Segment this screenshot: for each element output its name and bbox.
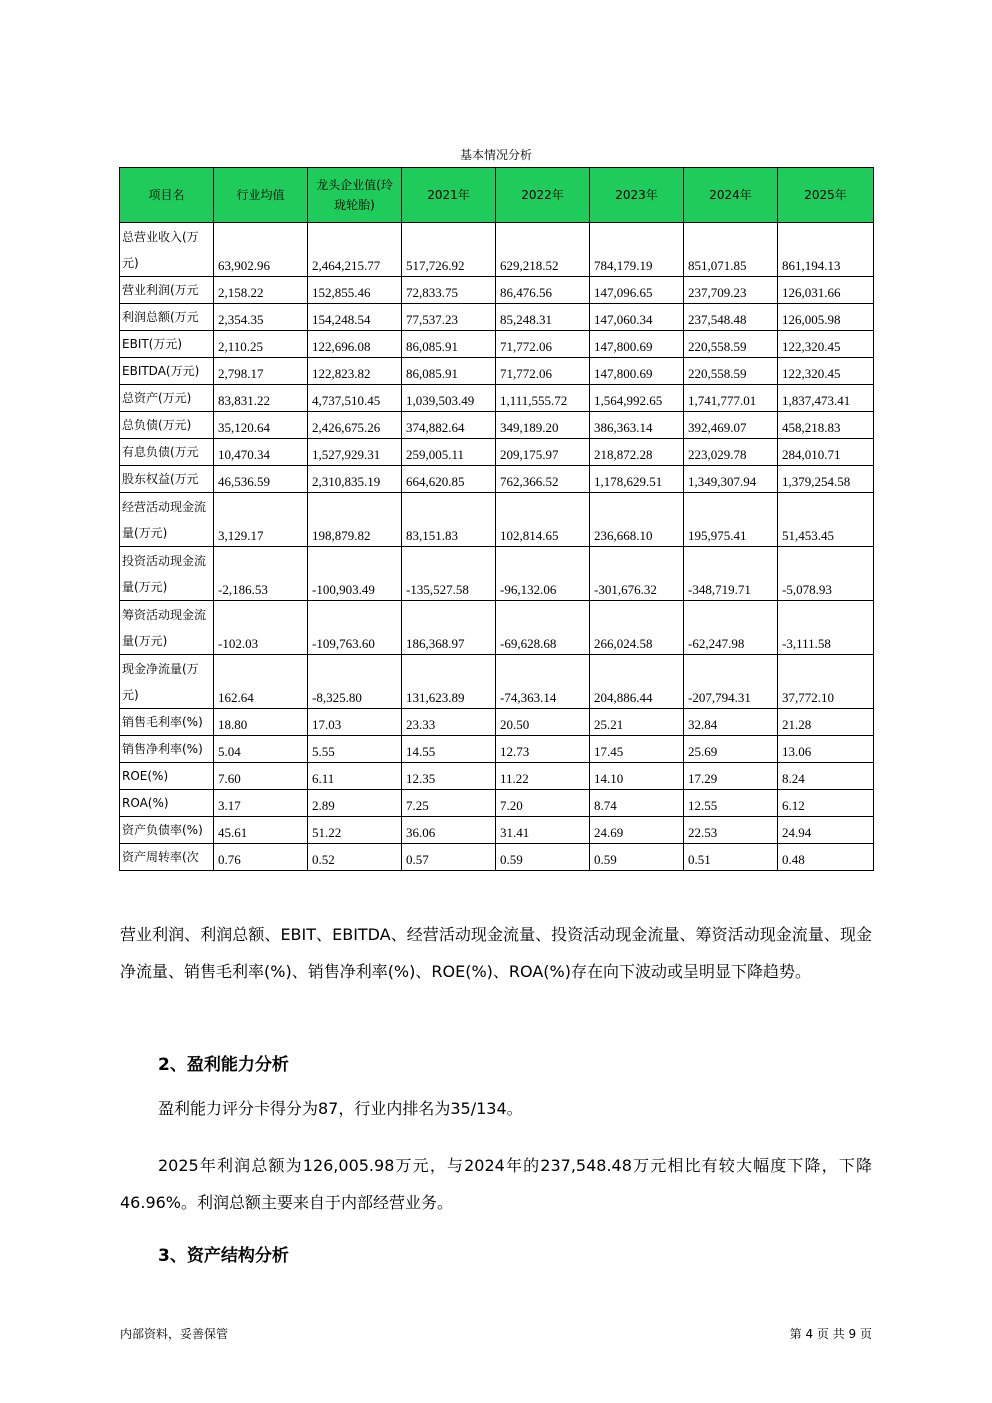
table-cell: 83,831.22 [214,385,308,412]
table-cell: 45.61 [214,817,308,844]
table-cell: 37,772.10 [778,655,874,709]
table-cell: 11.22 [496,763,590,790]
table-cell: 25.21 [590,709,684,736]
table-row [120,790,874,817]
table-cell: 5.04 [214,736,308,763]
table-cell: 6.12 [778,790,874,817]
table-cell: 851,071.85 [684,223,778,277]
table-cell: 22.53 [684,817,778,844]
financial-table [119,167,874,871]
row-label: ROA(%) [120,790,214,817]
table-cell: 458,218.83 [778,412,874,439]
table-cell: 77,537.23 [402,304,496,331]
header-2024: 2024年 [684,168,778,223]
table-cell: 147,800.69 [590,358,684,385]
table-cell: 0.59 [590,844,684,871]
table-cell: -301,676.32 [590,547,684,601]
table-cell: 1,527,929.31 [308,439,402,466]
table-cell: 24.69 [590,817,684,844]
table-cell: -3,111.58 [778,601,874,655]
table-cell: -348,719.71 [684,547,778,601]
table-cell: 0.48 [778,844,874,871]
table-cell: 14.55 [402,736,496,763]
row-label: 销售毛利率(%) [120,709,214,736]
table-cell: 664,620.85 [402,466,496,493]
table-cell: 63,902.96 [214,223,308,277]
table-cell: 122,696.08 [308,331,402,358]
table-cell: 102,814.65 [496,493,590,547]
table-cell: 3.17 [214,790,308,817]
table-cell: 17.45 [590,736,684,763]
table-cell: 21.28 [778,709,874,736]
table-row [120,547,874,601]
table-cell: 1,379,254.58 [778,466,874,493]
row-label: 营业利润(万元 [120,277,214,304]
table-cell: 131,623.89 [402,655,496,709]
table-cell: 25.69 [684,736,778,763]
table-body [120,223,874,871]
table-cell: 17.03 [308,709,402,736]
table-cell: -207,794.31 [684,655,778,709]
table-row [120,817,874,844]
row-label: 经营活动现金流量(万元) [120,493,214,547]
table-cell: 10,470.34 [214,439,308,466]
header-2022: 2022年 [496,168,590,223]
header-2021: 2021年 [402,168,496,223]
table-cell: 85,248.31 [496,304,590,331]
table-cell: 32.84 [684,709,778,736]
table-cell: 122,823.82 [308,358,402,385]
table-row [120,385,874,412]
row-label: 筹资活动现金流量(万元) [120,601,214,655]
table-cell: -5,078.93 [778,547,874,601]
table-cell: 152,855.46 [308,277,402,304]
table-cell: 259,005.11 [402,439,496,466]
row-label: 总营业收入(万元) [120,223,214,277]
table-cell: 386,363.14 [590,412,684,439]
table-cell: 46,536.59 [214,466,308,493]
row-label: 资产周转率(次 [120,844,214,871]
row-label: EBIT(万元) [120,331,214,358]
table-cell: 220,558.59 [684,331,778,358]
table-cell: 72,833.75 [402,277,496,304]
table-cell: 154,248.54 [308,304,402,331]
row-label: 总资产(万元) [120,385,214,412]
row-label: 现金净流量(万元) [120,655,214,709]
table-cell: 374,882.64 [402,412,496,439]
table-cell: 86,476.56 [496,277,590,304]
table-cell: 1,178,629.51 [590,466,684,493]
table-cell: 147,800.69 [590,331,684,358]
table-cell: 13.06 [778,736,874,763]
table-cell: 1,349,307.94 [684,466,778,493]
table-row [120,709,874,736]
table-cell: 5.55 [308,736,402,763]
table-cell: 1,039,503.49 [402,385,496,412]
table-cell: 3,129.17 [214,493,308,547]
table-cell: 126,031.66 [778,277,874,304]
table-cell: 12.73 [496,736,590,763]
table-cell: 162.64 [214,655,308,709]
table-cell: 71,772.06 [496,331,590,358]
table-row [120,844,874,871]
header-leader-value: 龙头企业值(玲珑轮胎) [308,168,402,223]
table-cell: 14.10 [590,763,684,790]
table-cell: 2,310,835.19 [308,466,402,493]
table-cell: 86,085.91 [402,358,496,385]
table-cell: 23.33 [402,709,496,736]
section-heading-profitability: 2、盈利能力分析 [158,1055,289,1075]
table-cell: 861,194.13 [778,223,874,277]
table-row [120,763,874,790]
row-label: EBITDA(万元) [120,358,214,385]
profit-change-paragraph: 2025年利润总额为126,005.98万元，与2024年的237,548.48万元相比有较大幅度下降，下降46.96%。利润总额主要来自于内部经营业务。 [120,1156,872,1212]
table-cell: 17.29 [684,763,778,790]
table-cell: -8,325.80 [308,655,402,709]
table-cell: 35,120.64 [214,412,308,439]
table-row [120,439,874,466]
table-row [120,304,874,331]
table-cell: 284,010.71 [778,439,874,466]
table-cell: 237,709.23 [684,277,778,304]
section-heading-asset-structure: 3、资产结构分析 [158,1246,289,1266]
table-row [120,277,874,304]
table-row [120,655,874,709]
table-cell: 1,837,473.41 [778,385,874,412]
table-cell: 31.41 [496,817,590,844]
table-cell: -69,628.68 [496,601,590,655]
table-cell: 18.80 [214,709,308,736]
table-cell: 237,548.48 [684,304,778,331]
footer-page-number: 第 4 页 共 9 页 [789,1327,872,1341]
table-cell: 266,024.58 [590,601,684,655]
table-cell: 762,366.52 [496,466,590,493]
table-cell: 236,668.10 [590,493,684,547]
table-cell: 195,975.41 [684,493,778,547]
table-cell: -102.03 [214,601,308,655]
table-cell: 6.11 [308,763,402,790]
table-cell: 8.74 [590,790,684,817]
table-cell: 784,179.19 [590,223,684,277]
table-cell: -96,132.06 [496,547,590,601]
table-cell: 126,005.98 [778,304,874,331]
table-cell: -100,903.49 [308,547,402,601]
table-cell: 0.51 [684,844,778,871]
table-cell: 12.35 [402,763,496,790]
row-label: 有息负债(万元 [120,439,214,466]
table-row [120,223,874,277]
table-cell: 51.22 [308,817,402,844]
table-cell: -2,186.53 [214,547,308,601]
row-label: 资产负债率(%) [120,817,214,844]
table-cell: 218,872.28 [590,439,684,466]
table-cell: 8.24 [778,763,874,790]
table-cell: 629,218.52 [496,223,590,277]
row-label: ROE(%) [120,763,214,790]
table-cell: 349,189.20 [496,412,590,439]
header-item-name: 项目名 [120,168,214,223]
table-cell: 0.57 [402,844,496,871]
table-cell: 0.52 [308,844,402,871]
table-cell: 24.94 [778,817,874,844]
table-row [120,331,874,358]
row-label: 利润总额(万元 [120,304,214,331]
table-cell: 4,737,510.45 [308,385,402,412]
table-header [120,168,874,223]
table-cell: 2.89 [308,790,402,817]
table-cell: 36.06 [402,817,496,844]
table-cell: 0.76 [214,844,308,871]
row-label: 投资活动现金流量(万元) [120,547,214,601]
header-industry-average: 行业均值 [214,168,308,223]
table-cell: -62,247.98 [684,601,778,655]
table-row [120,493,874,547]
footer-confidential-note: 内部资料，妥善保管 [120,1327,229,1341]
table-cell: 0.59 [496,844,590,871]
table-cell: 20.50 [496,709,590,736]
table-cell: 86,085.91 [402,331,496,358]
table-cell: 2,110.25 [214,331,308,358]
table-row [120,736,874,763]
header-2023: 2023年 [590,168,684,223]
table-cell: 7.60 [214,763,308,790]
table-cell: 122,320.45 [778,358,874,385]
table-cell: 186,368.97 [402,601,496,655]
table-cell: 1,564,992.65 [590,385,684,412]
table-caption: 基本情况分析 [459,148,532,162]
table-cell: 51,453.45 [778,493,874,547]
table-cell: -109,763.60 [308,601,402,655]
summary-paragraph: 营业利润、利润总额、EBIT、EBITDA、经营活动现金流量、投资活动现金流量、筹资活动现金流量、现金净流量、销售毛利率(%)、销售净利率(%)、ROE(%)、ROA(%)存在向下波动或呈明显下降趋势。 [120,925,872,981]
table-cell: 198,879.82 [308,493,402,547]
table-row [120,412,874,439]
row-label: 股东权益(万元 [120,466,214,493]
row-label: 销售净利率(%) [120,736,214,763]
table-cell: 71,772.06 [496,358,590,385]
table-cell: 2,158.22 [214,277,308,304]
table-cell: 2,354.35 [214,304,308,331]
row-label: 总负债(万元) [120,412,214,439]
table-row [120,601,874,655]
table-cell: 220,558.59 [684,358,778,385]
table-cell: 83,151.83 [402,493,496,547]
table-cell: 7.25 [402,790,496,817]
table-cell: 1,111,555.72 [496,385,590,412]
header-2025: 2025年 [778,168,874,223]
table-cell: -135,527.58 [402,547,496,601]
table-cell: 12.55 [684,790,778,817]
table-cell: 209,175.97 [496,439,590,466]
table-cell: 147,096.65 [590,277,684,304]
table-cell: 147,060.34 [590,304,684,331]
table-cell: 2,798.17 [214,358,308,385]
table-cell: 204,886.44 [590,655,684,709]
table-cell: 2,464,215.77 [308,223,402,277]
table-cell: 122,320.45 [778,331,874,358]
table-cell: 223,029.78 [684,439,778,466]
table-cell: 2,426,675.26 [308,412,402,439]
table-row [120,358,874,385]
table-cell: 392,469.07 [684,412,778,439]
table-cell: 7.20 [496,790,590,817]
table-cell: 517,726.92 [402,223,496,277]
table-cell: 1,741,777.01 [684,385,778,412]
table-row [120,466,874,493]
profitability-score-paragraph: 盈利能力评分卡得分为87，行业内排名为35/134。 [158,1099,523,1118]
table-cell: -74,363.14 [496,655,590,709]
